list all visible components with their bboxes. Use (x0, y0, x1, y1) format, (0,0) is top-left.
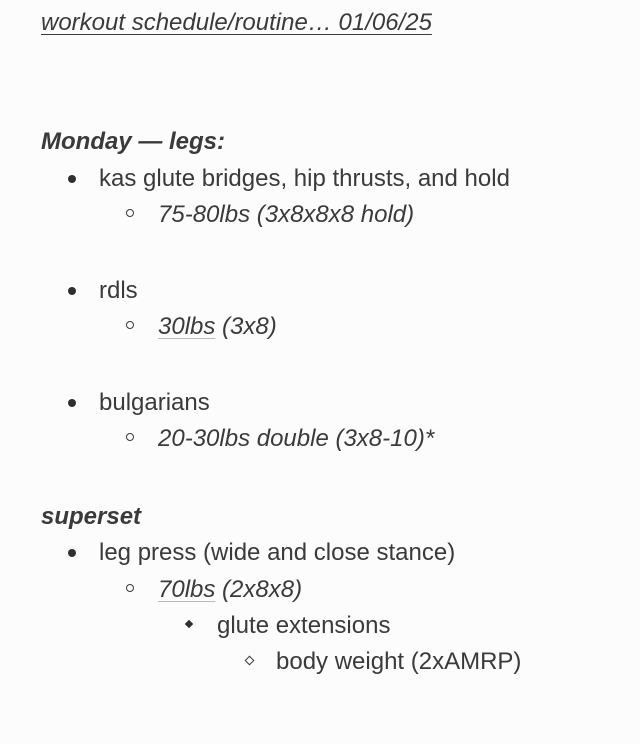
list-item-bulgarians: bulgarians (99, 389, 210, 416)
leg-press-sets: (2x8x8) (215, 576, 303, 603)
leg-press-weight-underlined: 70lbs (158, 576, 216, 603)
bullet-disc-icon (68, 399, 76, 407)
bullet-disc-icon (68, 287, 76, 295)
list-item-leg-press: leg press (wide and close stance) (99, 539, 456, 566)
bullet-diamond-outline-icon (245, 656, 255, 666)
bullet-diamond-icon (185, 620, 193, 628)
bullet-circle-icon (126, 209, 134, 217)
bullet-circle-icon (126, 584, 134, 592)
bullet-disc-icon (68, 175, 76, 183)
list-item-glute-extensions: glute extensions (217, 612, 391, 639)
list-item-rdls: rdls (99, 277, 138, 304)
bullet-disc-icon (68, 549, 76, 557)
section-heading-superset: superset (41, 503, 142, 530)
list-subitem-glute-bridges-weight: 75-80lbs (3x8x8x8 hold) (158, 201, 415, 228)
list-item-glute-bridges: kas glute bridges, hip thrusts, and hold (99, 165, 510, 192)
section-heading-monday: Monday — legs: (41, 128, 226, 155)
page-title: workout schedule/routine… 01/06/25 (41, 9, 432, 36)
list-subitem-bulgarians-weight: 20-30lbs double (3x8-10)* (158, 425, 435, 452)
rdls-sets: (3x8) (215, 313, 277, 340)
list-subitem-rdls-weight (158, 313, 277, 341)
bullet-circle-icon (126, 321, 134, 329)
rdls-weight-underlined: 30lbs (158, 313, 216, 340)
list-subitem-glute-extensions-weight: body weight (2xAMRP) (276, 648, 522, 675)
list-subitem-leg-press-weight (158, 576, 302, 604)
bullet-circle-icon (126, 433, 134, 441)
